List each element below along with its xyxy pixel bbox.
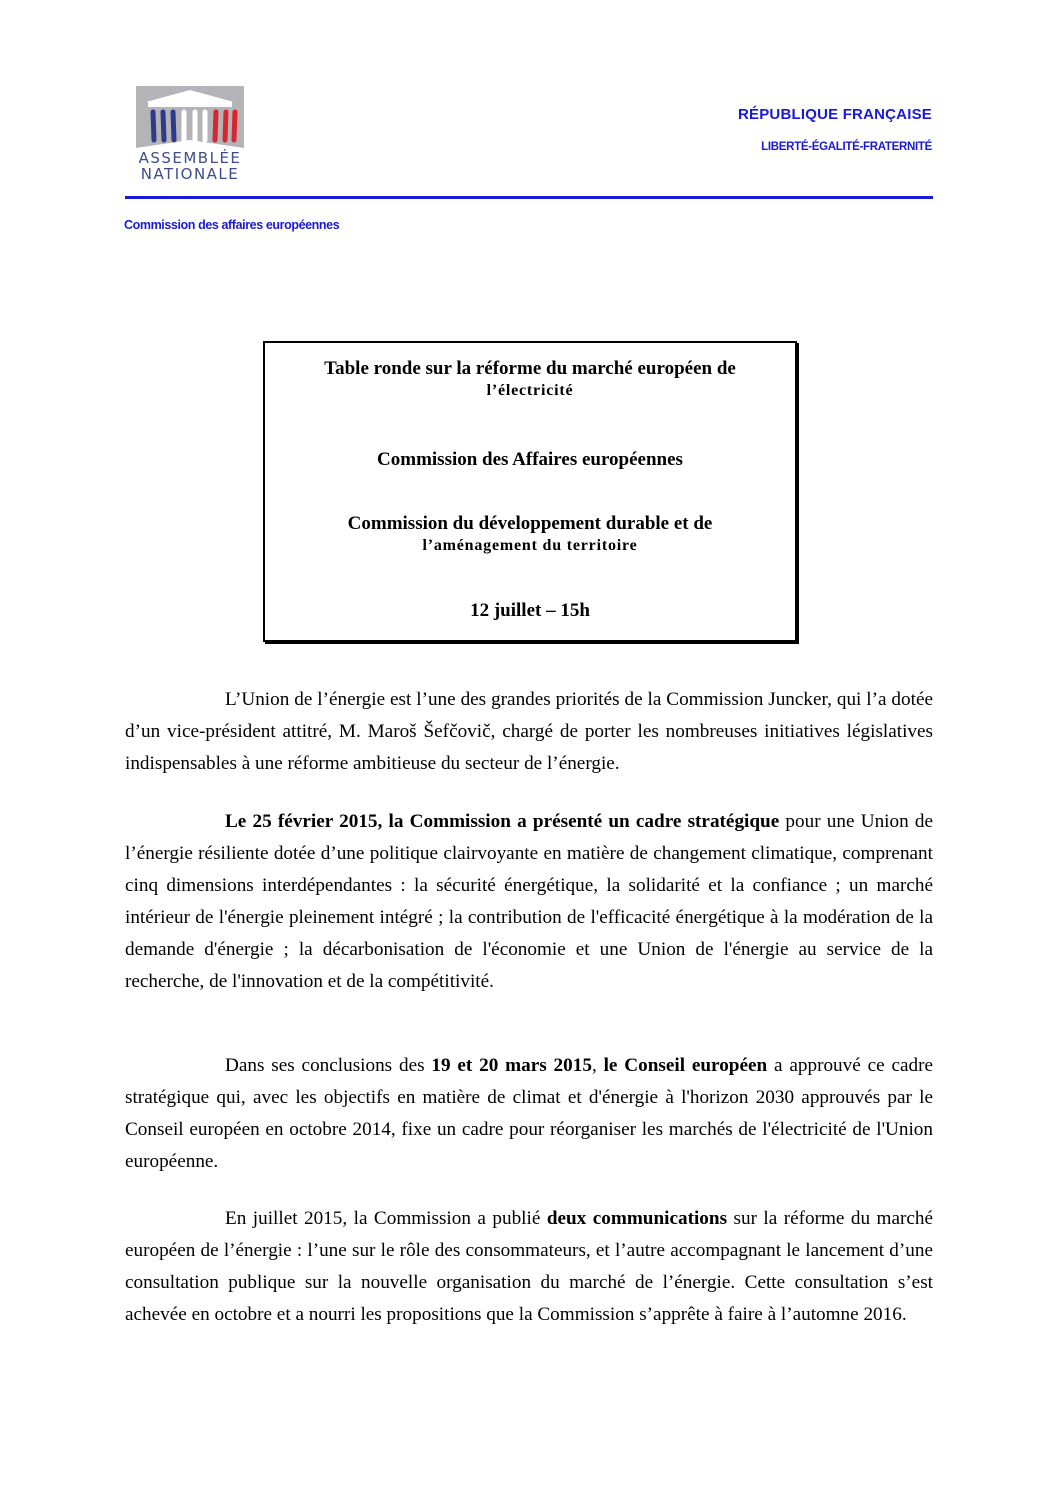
paragraph-2-text: pour une Union de l’énergie résiliente dotée d’une politique clairvoyante en matière de changement climatique, comprenant cinq dimensions interdépendantes : la sécurité énergétique, la solidarité et la confiance ; un marché intérieur de l'énergie pleinement intégré ; la contribution de l'efficacité énergétique à la modération de la demande d'énergie ; la décarbonisation de l'économie et une Union de l'énergie au service de la recherche, de l'innovation et de la compétitivité.: [125, 811, 933, 992]
assemblee-nationale-logo: [136, 86, 244, 182]
paragraph-2-bold: Le 25 février 2015, la Commission a présenté un cadre stratégique: [225, 811, 780, 832]
paragraph-3: [125, 1050, 933, 1178]
title-line6: 12 juillet – 15h: [470, 600, 590, 621]
paragraph-4-bold: deux communications: [546, 1208, 728, 1229]
title-line2: l’électricité: [486, 382, 574, 399]
paragraph-3-text-b: ,: [591, 1055, 604, 1076]
title-line3: Commission des Affaires européennes: [377, 449, 683, 470]
paragraph-4-text-b: sur la réforme du marché européen de l’énergie : l’une sur le rôle des consommateurs, et l’autre accompagnant le lancement d’une consultation publique sur la nouvelle organisation du marché de l’énergie. Cette consultation s’est achevée en octobre et a nourri les propositions que la Commission s’apprête à faire à l’automne 2016.: [125, 1208, 933, 1325]
assemblee-nationale-building-icon: [136, 86, 244, 148]
logo-line2: NATIONALE: [140, 165, 240, 183]
paragraph-4: [125, 1203, 933, 1331]
paragraph-2: [125, 806, 933, 998]
paragraph-1-text: L’Union de l’énergie est l’une des grandes priorités de la Commission Juncker, qui l’a dotée d’un vice-président attitré, M. Maroš Šefčovič, chargé de porter les nombreuses initiatives législatives indispensables à une réforme ambitieuse du secteur de l’énergie.: [125, 689, 933, 774]
title-line4: Commission du développement durable et de: [347, 513, 713, 534]
republic-header: [738, 106, 932, 153]
logo-text: [136, 150, 244, 182]
republic-motto: LIBERTÉ-ÉGALITÉ-FRATERNITÉ: [761, 141, 932, 153]
paragraph-4-text-a: En juillet 2015, la Commission a publié: [225, 1208, 547, 1229]
title-line5: l’aménagement du territoire: [422, 537, 638, 554]
paragraph-1: [125, 684, 933, 780]
title-box: [263, 341, 797, 642]
title-line1: Table ronde sur la réforme du marché européen de: [324, 358, 736, 379]
paragraph-3-bold-a: 19 et 20 mars 2015: [431, 1055, 592, 1076]
paragraph-3-bold-b: le Conseil européen: [603, 1055, 768, 1076]
logo-line1: ASSEMBLÉE: [138, 149, 242, 167]
header-divider: [125, 196, 933, 199]
republic-title: RÉPUBLIQUE FRANÇAISE: [737, 106, 932, 123]
paragraph-3-text-a: Dans ses conclusions des: [225, 1055, 432, 1076]
paragraph-3-text-c: a approuvé ce cadre stratégique qui, avec les objectifs en matière de climat et d'énergie à l'horizon 2030 approuvés par le Conseil européen en octobre 2014, fixe un cadre pour réorganiser les marchés de l'électricité de l'Union européenne.: [125, 1055, 933, 1172]
commission-label: Commission des affaires européennes: [124, 218, 340, 232]
